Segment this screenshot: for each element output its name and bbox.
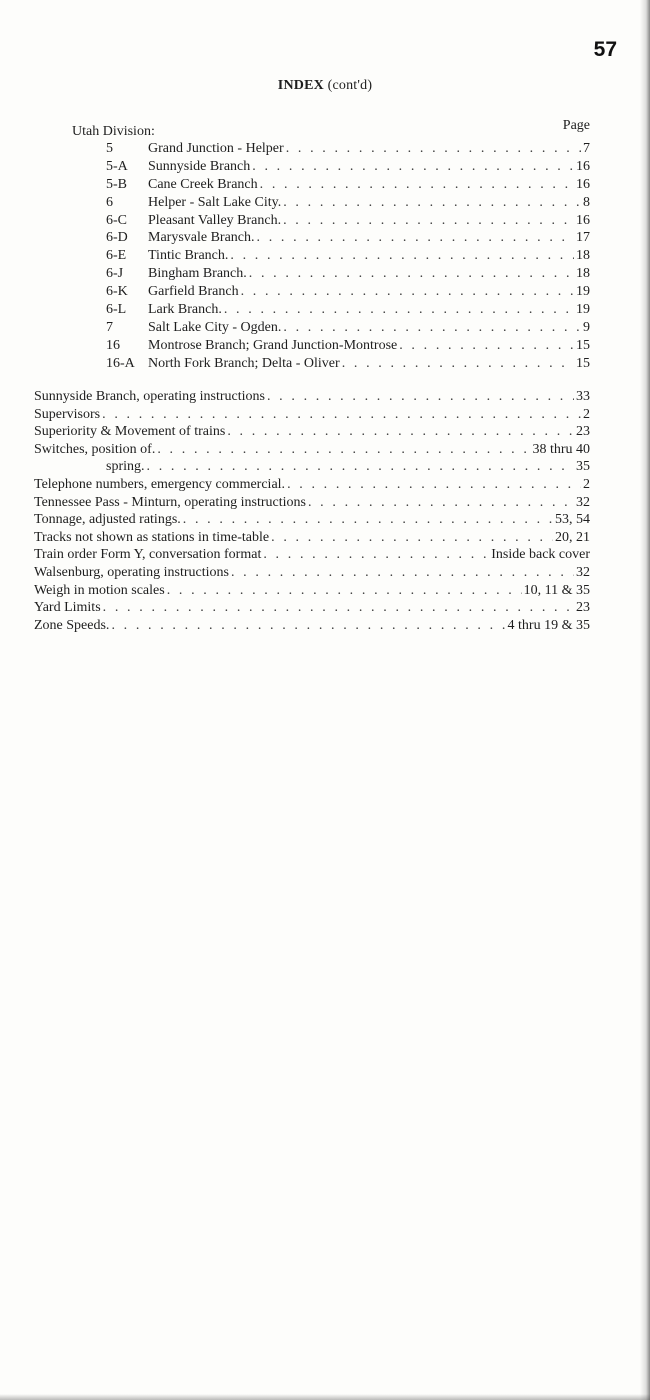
index-title: [0, 78, 650, 94]
dot-leader: [224, 302, 574, 318]
entry-page: 19: [576, 302, 590, 318]
dot-leader: [102, 407, 581, 423]
entry-title: Grand Junction - Helper: [148, 141, 284, 156]
index-entry: [34, 389, 590, 407]
entry-code: 6-E: [106, 248, 127, 264]
entry-title: spring.: [106, 459, 145, 475]
page-corner-bottom-right: [620, 1370, 650, 1400]
entry-title: Zone Speeds.: [34, 617, 110, 633]
entry-page: 15: [576, 337, 590, 353]
dot-leader: [183, 512, 553, 528]
index-entry: [34, 583, 590, 601]
entry-title: Weigh in motion scales: [34, 582, 165, 598]
index-entry: [34, 495, 590, 513]
index-entry: [34, 547, 590, 565]
index-entry: [34, 459, 590, 477]
entry-code: 6-D: [106, 230, 128, 246]
entry-page: 23: [576, 424, 590, 440]
page-edge-shadow: [640, 0, 650, 1400]
utah-index-entry: [106, 284, 590, 302]
utah-index-entry: [106, 248, 590, 266]
entry-code: 6-L: [106, 302, 127, 318]
dot-leader: [283, 213, 574, 229]
entry-title: Switches, position of.: [34, 441, 156, 457]
page-corner-top-right: [620, 0, 650, 30]
entry-title: Bingham Branch.: [148, 266, 247, 282]
entry-code: 7: [106, 319, 113, 335]
entry-title: Yard Limits: [34, 600, 101, 616]
dot-leader: [263, 547, 489, 563]
dot-leader: [267, 389, 574, 405]
entry-page: Inside back cover: [491, 547, 590, 563]
dot-leader: [111, 618, 505, 634]
dot-leader: [283, 195, 581, 211]
index-entry: [34, 442, 590, 460]
dot-leader: [342, 356, 574, 372]
utah-index-entry: [106, 356, 590, 374]
dot-leader: [283, 320, 581, 336]
utah-index-entry: [106, 177, 590, 195]
dot-leader: [286, 141, 581, 157]
entry-title: Tintic Branch.: [148, 248, 229, 264]
entry-page: 18: [576, 248, 590, 264]
entry-title: Sunnyside Branch: [148, 158, 251, 174]
utah-index-entry: [106, 266, 590, 284]
entry-page: 17: [576, 230, 590, 246]
dot-leader: [227, 424, 574, 440]
entry-title: Marysvale Branch.: [148, 230, 255, 246]
utah-index-entry: [106, 302, 590, 320]
entry-code: 16-A: [106, 355, 135, 371]
entry-title: Tennessee Pass - Minturn, operating instructions: [34, 494, 306, 510]
entry-page: 16: [576, 176, 590, 192]
entry-page: 8: [583, 194, 590, 210]
dot-leader: [257, 230, 574, 246]
utah-index-entry: [106, 230, 590, 248]
index-entry: [34, 565, 590, 583]
entry-page: 20, 21: [555, 529, 590, 545]
dot-leader: [399, 338, 574, 354]
entry-title: Garfield Branch: [148, 284, 239, 300]
entry-title: Walsenburg, operating instructions: [34, 564, 229, 580]
utah-index-entry: [106, 159, 590, 177]
entry-page: 53, 54: [555, 512, 590, 528]
entry-page: 7: [583, 141, 590, 156]
entry-code: 6-C: [106, 212, 127, 228]
page-column-label: Page: [562, 118, 590, 133]
entry-title: Superiority & Movement of trains: [34, 424, 226, 440]
entry-title: Telephone numbers, emergency commercial.: [34, 476, 286, 492]
dot-leader: [308, 495, 574, 511]
page-bottom-shadow: [0, 1394, 650, 1400]
entry-page: 23: [576, 600, 590, 616]
index-list: [34, 389, 590, 635]
utah-division-list: [106, 141, 590, 374]
dot-leader: [230, 248, 574, 264]
entry-code: 5-A: [106, 158, 128, 174]
dot-leader: [252, 159, 574, 175]
dot-leader: [260, 177, 574, 193]
entry-page: 33: [576, 389, 590, 404]
entry-page: 16: [576, 212, 590, 228]
dot-leader: [249, 266, 574, 282]
entry-title: Helper - Salt Lake City.: [148, 194, 282, 210]
index-entry: [34, 530, 590, 548]
index-entry: [34, 424, 590, 442]
entry-code: 5-B: [106, 176, 127, 192]
index-title-suffix: (cont'd): [327, 78, 373, 93]
index-entry: [34, 618, 590, 636]
utah-index-entry: [106, 338, 590, 356]
entry-code: 6: [106, 194, 113, 210]
entry-page: 9: [583, 319, 590, 335]
entry-title: Tonnage, adjusted ratings.: [34, 512, 181, 528]
entry-page: 10, 11 & 35: [523, 582, 590, 598]
page-number: 57: [593, 38, 617, 61]
entry-title: Cane Creek Branch: [148, 176, 258, 192]
dot-leader: [241, 284, 574, 300]
entry-page: 35: [576, 459, 590, 475]
index-entry: [34, 407, 590, 425]
entry-title: North Fork Branch; Delta - Oliver: [148, 355, 340, 371]
dot-leader: [103, 600, 574, 616]
entry-title: Sunnyside Branch, operating instructions: [34, 389, 265, 404]
dot-leader: [271, 530, 553, 546]
index-entry: [34, 600, 590, 618]
entry-code: 6-J: [106, 266, 124, 282]
entry-title: Lark Branch.: [148, 302, 222, 318]
entry-page: 2: [583, 406, 590, 422]
entry-page: 4 thru 19 & 35: [507, 617, 590, 633]
entry-page: 19: [576, 284, 590, 300]
entry-code: 5: [106, 141, 113, 156]
utah-index-entry: [106, 320, 590, 338]
utah-index-entry: [106, 213, 590, 231]
dot-leader: [231, 565, 574, 581]
utah-index-entry: [106, 195, 590, 213]
entry-page: 16: [576, 158, 590, 174]
dot-leader: [157, 442, 530, 458]
entry-page: 32: [576, 494, 590, 510]
dot-leader: [147, 459, 575, 475]
utah-division-label: Utah Division:: [72, 124, 155, 139]
index-entry: [34, 477, 590, 495]
entry-code: 16: [106, 337, 120, 353]
entry-title: Tracks not shown as stations in time-table: [34, 529, 270, 545]
entry-title: Supervisors: [34, 406, 101, 422]
entry-title: Train order Form Y, conversation format: [34, 547, 262, 563]
entry-title: Pleasant Valley Branch.: [148, 212, 282, 228]
dot-leader: [287, 477, 581, 493]
index-title-main: INDEX: [277, 78, 324, 93]
entry-page: 18: [576, 266, 590, 282]
entry-page: 32: [576, 564, 590, 580]
entry-title: Salt Lake City - Ogden.: [148, 319, 282, 335]
entry-page: 38 thru 40: [532, 441, 590, 457]
dot-leader: [167, 583, 522, 599]
index-entry: [34, 512, 590, 530]
utah-index-entry: [106, 141, 590, 159]
entry-page: 15: [576, 355, 590, 371]
entry-code: 6-K: [106, 284, 128, 300]
entry-title: Montrose Branch; Grand Junction-Montrose: [148, 337, 398, 353]
utah-division-header: [72, 118, 590, 140]
entry-page: 2: [583, 476, 590, 492]
